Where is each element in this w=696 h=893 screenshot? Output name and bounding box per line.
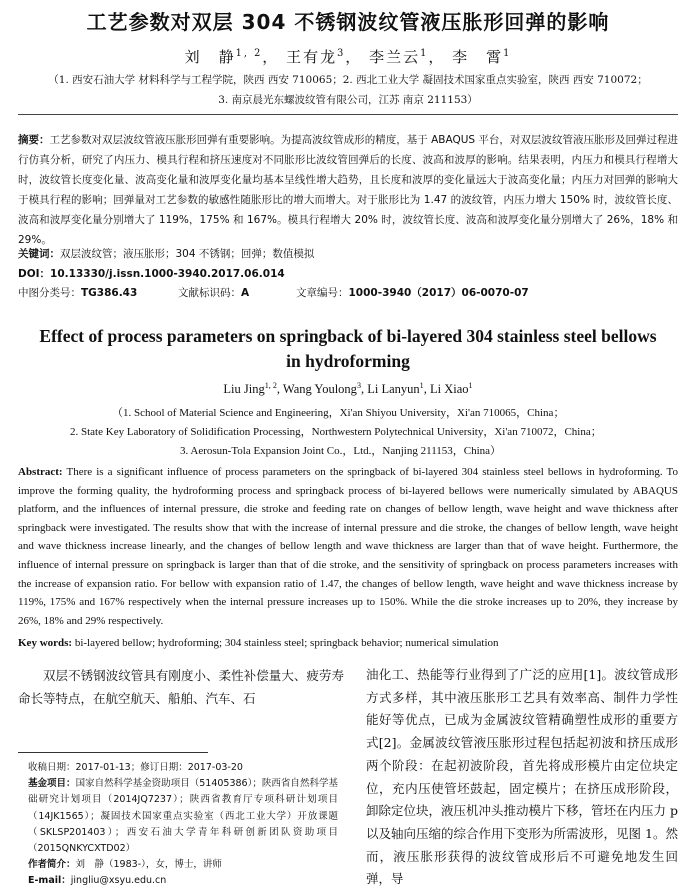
doi: DOI：10.13330/j.issn.1000-3940.2017.06.014: [18, 268, 285, 280]
keywords-label: Key words:: [18, 637, 73, 649]
chinese-abstract: [18, 130, 678, 250]
english-affiliation-line: 2. State Key Laboratory of Solidification Processing，Northwestern Polytechnical University，Xi'an 710072，China；: [70, 426, 602, 438]
author-affiliation-mark: 3: [337, 48, 346, 59]
author-affiliation-mark: 1: [420, 48, 429, 59]
article-no-value: 1000-3940（2017）06-0070-07: [348, 287, 529, 299]
body-text-left-column: 双层不锈钢波纹管具有刚度小、柔性补偿量大、疲劳寿命长等特点，在航空航天、船舶、汽车、石: [18, 668, 344, 706]
chinese-authors: 刘 静$^{1, 2}$， 王有龙$^3$， 李兰云$^1$， 李 霄$^1$: [184, 48, 512, 66]
author-name: 李兰云: [369, 48, 421, 66]
english-keywords: [18, 637, 499, 649]
chinese-affiliation-line: 3. 南京晨光东螺波纹管有限公司，江苏 南京 211153）: [218, 94, 478, 106]
clc-value: TG386.43: [81, 287, 138, 299]
doc-code-label: 文献标识码：: [178, 287, 241, 299]
author-affiliation-mark: 1: [503, 48, 512, 59]
author-email: [28, 873, 338, 889]
abstract-text: There is a significant influence of process parameters on the springback of bi-layered 304 stainless steel bellows in hydroforming. To improve the forming quality, the hydroforming process and springback process of bi-layered bellows were numerically simulated by ABAQUS platform, and the influences of internal pressure, die stroke and feeding rate on changes of bellow length, wave height and wave thickness after springback were investigated. The results show that with the increase of internal pressure and die stroke, the changes of bellow length, wave height and wave thickness increase linearly, and the changes of bellow length and wave thickness are larger than that of wave height. Furthermore, the influence of internal pressure on springback is larger than that of die stroke, and the sensitivity of springback on process parameters increases with the increase of expansion ratio. For bellow with expansion ratio of 1.47, the changes of bellow length, wave height and wave thickness increase by 119%, 175% and 167% respectively when the internal pressure increases up to 150%. While the die stroke increases up to 20%, they increase by 26%, 18% and 29% respectively.: [18, 466, 678, 627]
author-name: Wang Youlong: [282, 382, 357, 396]
author-name: 刘 静: [184, 48, 236, 66]
author-affiliation-mark: 1, 2: [264, 380, 277, 390]
author-affiliation-mark: 1, 2: [235, 48, 263, 59]
article-number: [296, 285, 529, 300]
article-no-label: 文章编号：: [296, 287, 349, 299]
author-name: Li Lanyun: [367, 382, 420, 396]
author-bio-label: 作者简介：: [28, 859, 76, 871]
footnote-divider: [18, 752, 208, 753]
email-text: jingliu@xsyu.edu.cn: [70, 875, 167, 887]
fund-label: 基金项目：: [28, 778, 76, 790]
author-affiliation-mark: 1: [468, 380, 473, 390]
fund-info: [28, 776, 338, 857]
clc-number: [18, 285, 137, 300]
author-bio: [28, 857, 338, 873]
author-name: Li Xiao: [429, 382, 469, 396]
header-divider: [18, 114, 678, 115]
chinese-title: 工艺参数对双层 304 不锈钢波纹管液压胀形回弹的影响: [86, 10, 610, 34]
keywords-text: 双层波纹管；液压胀形；304 不锈钢；回弹；数值模拟: [60, 248, 315, 260]
author-name: Liu Jing: [223, 382, 265, 396]
author-affiliation-mark: 3: [356, 380, 361, 390]
english-authors: Liu Jing$^{1, 2}$, Wang Youlong$^3$, Li Lanyun$^1$, Li Xiao$^1$: [223, 380, 473, 396]
fund-text: 国家自然科学基金资助项目（51405386）；陕西省自然科学基础研究计划项目（2014JQ7237）；陕西省教育厅专项科研计划项目（14JK1565）；凝固技术国家重点实验室（西北工业大学）开放课题（SKLSP201403）；西安石油大学青年科研创新团队资助项目（2015QNKYCXTD02）: [28, 778, 338, 855]
document-code: [178, 285, 249, 300]
author-name: 王有龙: [286, 48, 338, 66]
english-affiliation-line: 3. Aerosun-Tola Expansion Joint Co.，Ltd.，Nanjing 211153，China）: [180, 445, 502, 457]
body-text-right-column: 油化工、热能等行业得到了广泛的应用[1]。波纹管成形方式多样，其中液压胀形工艺具有效率高、制件力学性能好等优点，已成为金属波纹管精确塑性成形的重要方式[2]。金属波纹管液压胀形过程包括起初波和挤压成形两个阶段：在起初波阶段，首先将成形模片由定位块定位，充内压使管坯鼓起，固定模片；在挤压成形阶段，卸除定位块，液压机冲头推动模片下移，管坯在内压力 p 以及轴向压缩的综合作用下变形为所需波形，见图 1。然而，液压胀形获得的波纹管成形后不可避免地发生回弹，导: [366, 667, 678, 887]
author-name: 李 霄: [452, 48, 504, 66]
english-abstract: [18, 463, 678, 630]
footnote: [28, 760, 338, 890]
abstract-label: 摘要：: [18, 134, 50, 146]
chinese-affiliation-line: （1. 西安石油大学 材料科学与工程学院，陕西 西安 710065；2. 西北工业大学 凝固技术国家重点实验室，陕西 西安 710072；: [48, 74, 648, 86]
email-label: E-mail：: [28, 875, 71, 887]
english-title: Effect of process parameters on springback of bi-layered 304 stainless steel bellows in hydroforming: [39, 326, 657, 371]
author-bio-text: 刘 静（1983-），女，博士，讲师: [75, 859, 222, 871]
abstract-label: Abstract:: [18, 466, 63, 478]
abstract-text: 工艺参数对双层波纹管液压胀形回弹有重要影响。为提高波纹管成形的精度，基于 ABAQUS 平台，对双层波纹管液压胀形及回弹过程进行仿真分析，研究了内压力、模具行程和挤压速度对不同胀形比波纹管回弹后的长度、波高和波厚的影响。结果表明，内压力和模具行程增大时，波纹管长度变化量、波高变化量和波厚变化量均基本呈线性增大趋势，且长度和波厚的变化量远大于波高变化量；内压力对回弹的影响大于模具行程的影响；回弹量对工艺参数的敏感性随胀形比的增大而增大。对于胀形比为 1.47 的波纹管，内压力增大 150% 时，波纹管长度、波高和波厚变化量分别增大了 119%，175% 和 167%。模具行程增大 20% 时，波纹管长度、波高和波厚变化量分别增大了 26%，18% 和 29%。: [18, 134, 679, 246]
author-affiliation-mark: 1: [419, 380, 424, 390]
clc-label: 中图分类号：: [18, 287, 81, 299]
english-affiliation-line: （1. School of Material Science and Engineering，Xi'an Shiyou University，Xi'an 710065，China；: [112, 407, 565, 419]
keywords-label: 关键词：: [18, 248, 60, 260]
received-date: 收稿日期：2017-01-13；修订日期：2017-03-20: [28, 762, 243, 773]
keywords-text: bi-layered bellow; hydroforming; 304 stainless steel; springback behavior; numerical simulation: [74, 637, 499, 649]
doc-code-value: A: [241, 287, 250, 299]
chinese-keywords: [18, 246, 314, 261]
